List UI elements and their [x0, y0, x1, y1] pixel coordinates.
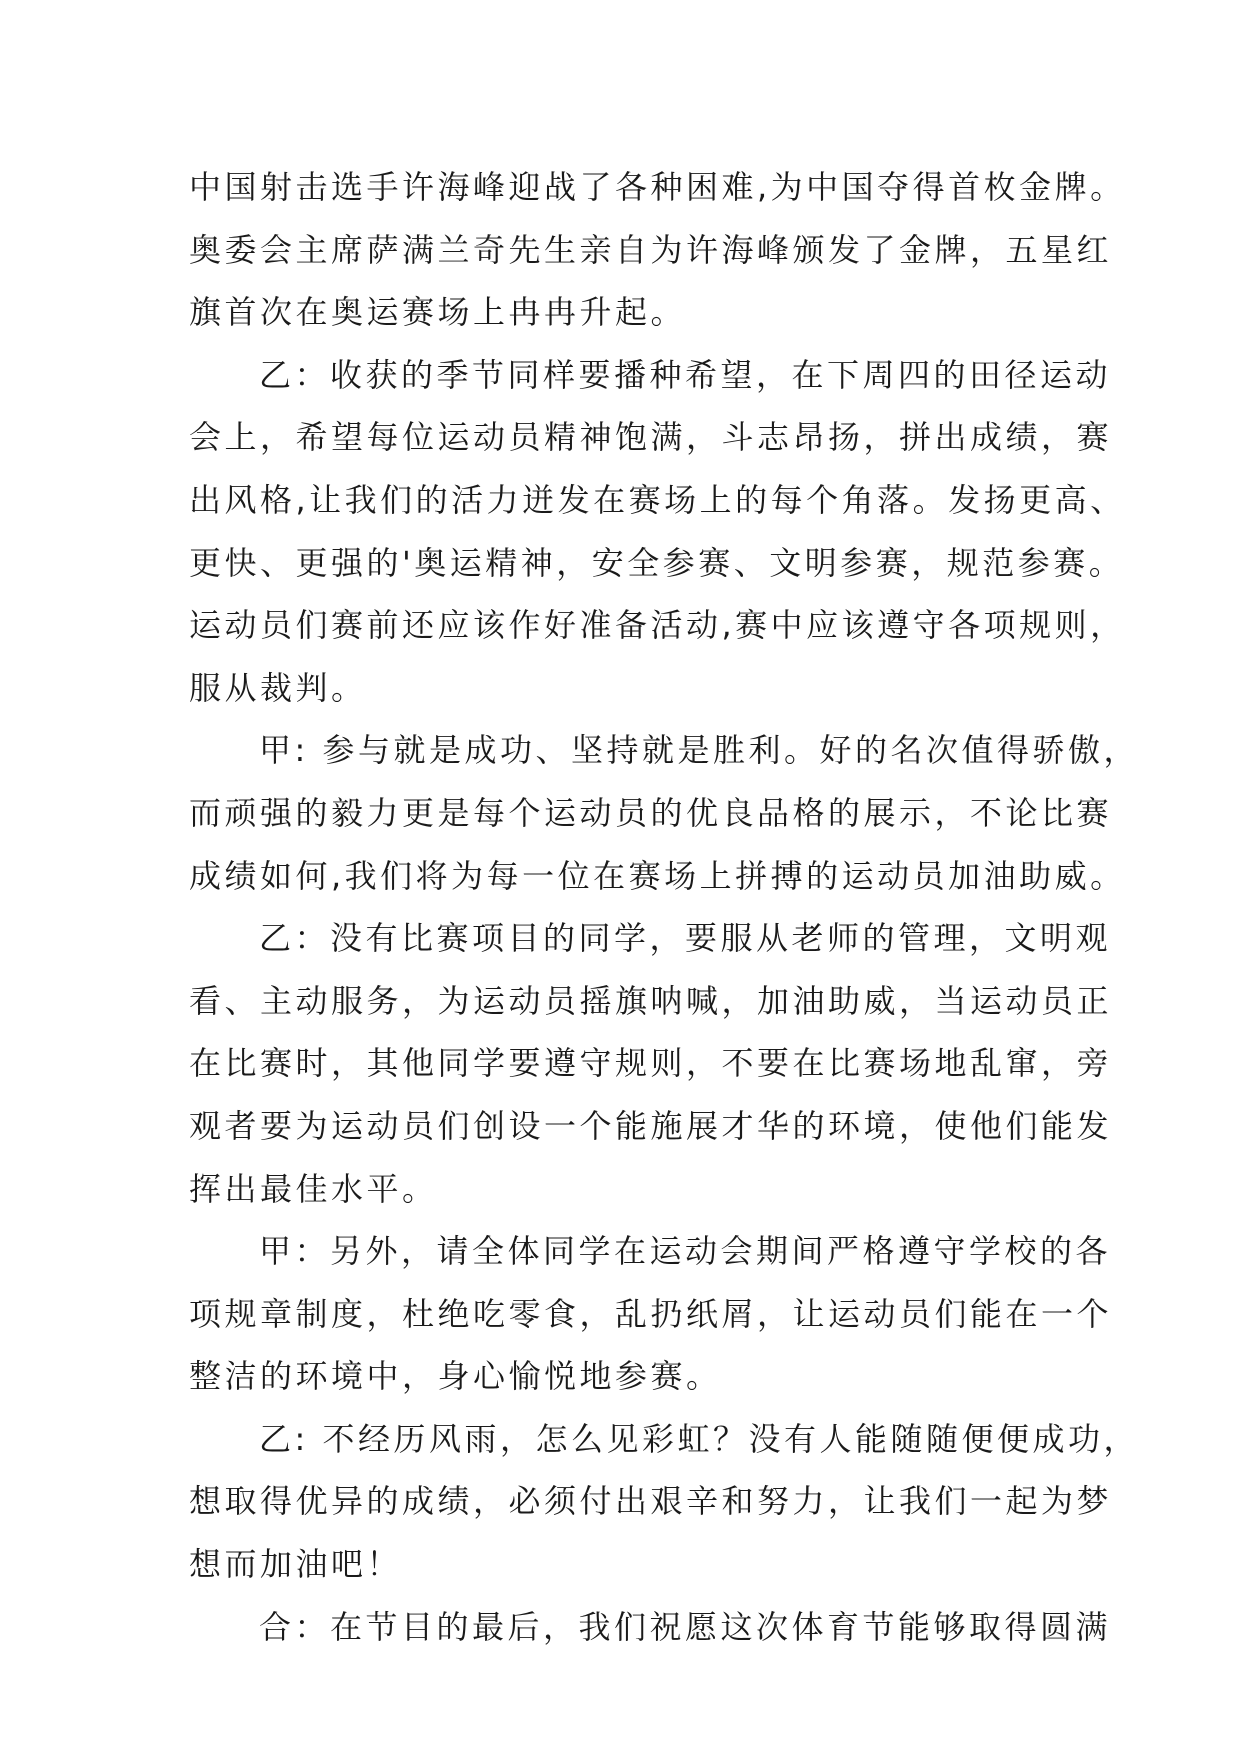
text-line: 会上，希望每位运动员精神饱满，斗志昂扬，拼出成绩，赛	[189, 418, 1113, 457]
text-line: 而顽强的毅力更是每个运动员的优良品格的展示，不论比赛	[189, 793, 1113, 832]
text-line: 观者要为运动员们创设一个能施展才华的环境，使他们能发	[189, 1106, 1113, 1145]
text-line: 整洁的环境中，身心愉悦地参赛。	[189, 1357, 722, 1396]
text-line: 出风格,让我们的活力迸发在赛场上的每个角落。发扬更高、	[189, 480, 1126, 519]
text-line: 在比赛时，其他同学要遵守规则，不要在比赛场地乱窜，旁	[189, 1044, 1113, 1083]
text-line: 运动员们赛前还应该作好准备活动,赛中应该遵守各项规则，	[189, 606, 1126, 645]
text-line: 合：在节目的最后，我们祝愿这次体育节能够取得圆满	[259, 1607, 1112, 1646]
text-line: 项规章制度，杜绝吃零食，乱扔纸屑，让运动员们能在一个	[189, 1294, 1113, 1333]
text-line: 乙: 不经历风雨，怎么见彩虹？没有人能随随便便成功，	[259, 1419, 1139, 1458]
body-text	[189, 156, 1139, 1658]
text-line: 成绩如何,我们将为每一位在赛场上拼搏的运动员加油助威。	[189, 856, 1126, 895]
text-line: 旗首次在奥运赛场上冉冉升起。	[189, 293, 687, 332]
text-line: 挥出最佳水平。	[189, 1169, 438, 1208]
text-line: 乙：没有比赛项目的同学，要服从老师的管理，文明观	[259, 919, 1112, 958]
text-line: 甲: 参与就是成功、坚持就是胜利。好的名次值得骄傲，	[259, 731, 1139, 770]
text-line: 服从裁判。	[189, 668, 367, 707]
text-line: 想取得优异的成绩，必须付出艰辛和努力，让我们一起为梦	[189, 1482, 1113, 1521]
text-line: 乙：收获的季节同样要播种希望，在下周四的田径运动	[259, 355, 1112, 394]
text-line: 更快、更强的'奥运精神，安全参赛、文明参赛，规范参赛。	[189, 543, 1125, 582]
text-line: 奥委会主席萨满兰奇先生亲自为许海峰颁发了金牌，五星红	[189, 230, 1113, 269]
text-line: 中国射击选手许海峰迎战了各种困难,为中国夺得首枚金牌。	[189, 168, 1126, 206]
text-line: 想而加油吧！	[189, 1545, 403, 1584]
text-line: 看、主动服务，为运动员摇旗呐喊，加油助威，当运动员正	[189, 981, 1113, 1020]
text-line: 甲：另外，请全体同学在运动会期间严格遵守学校的各	[259, 1232, 1112, 1271]
